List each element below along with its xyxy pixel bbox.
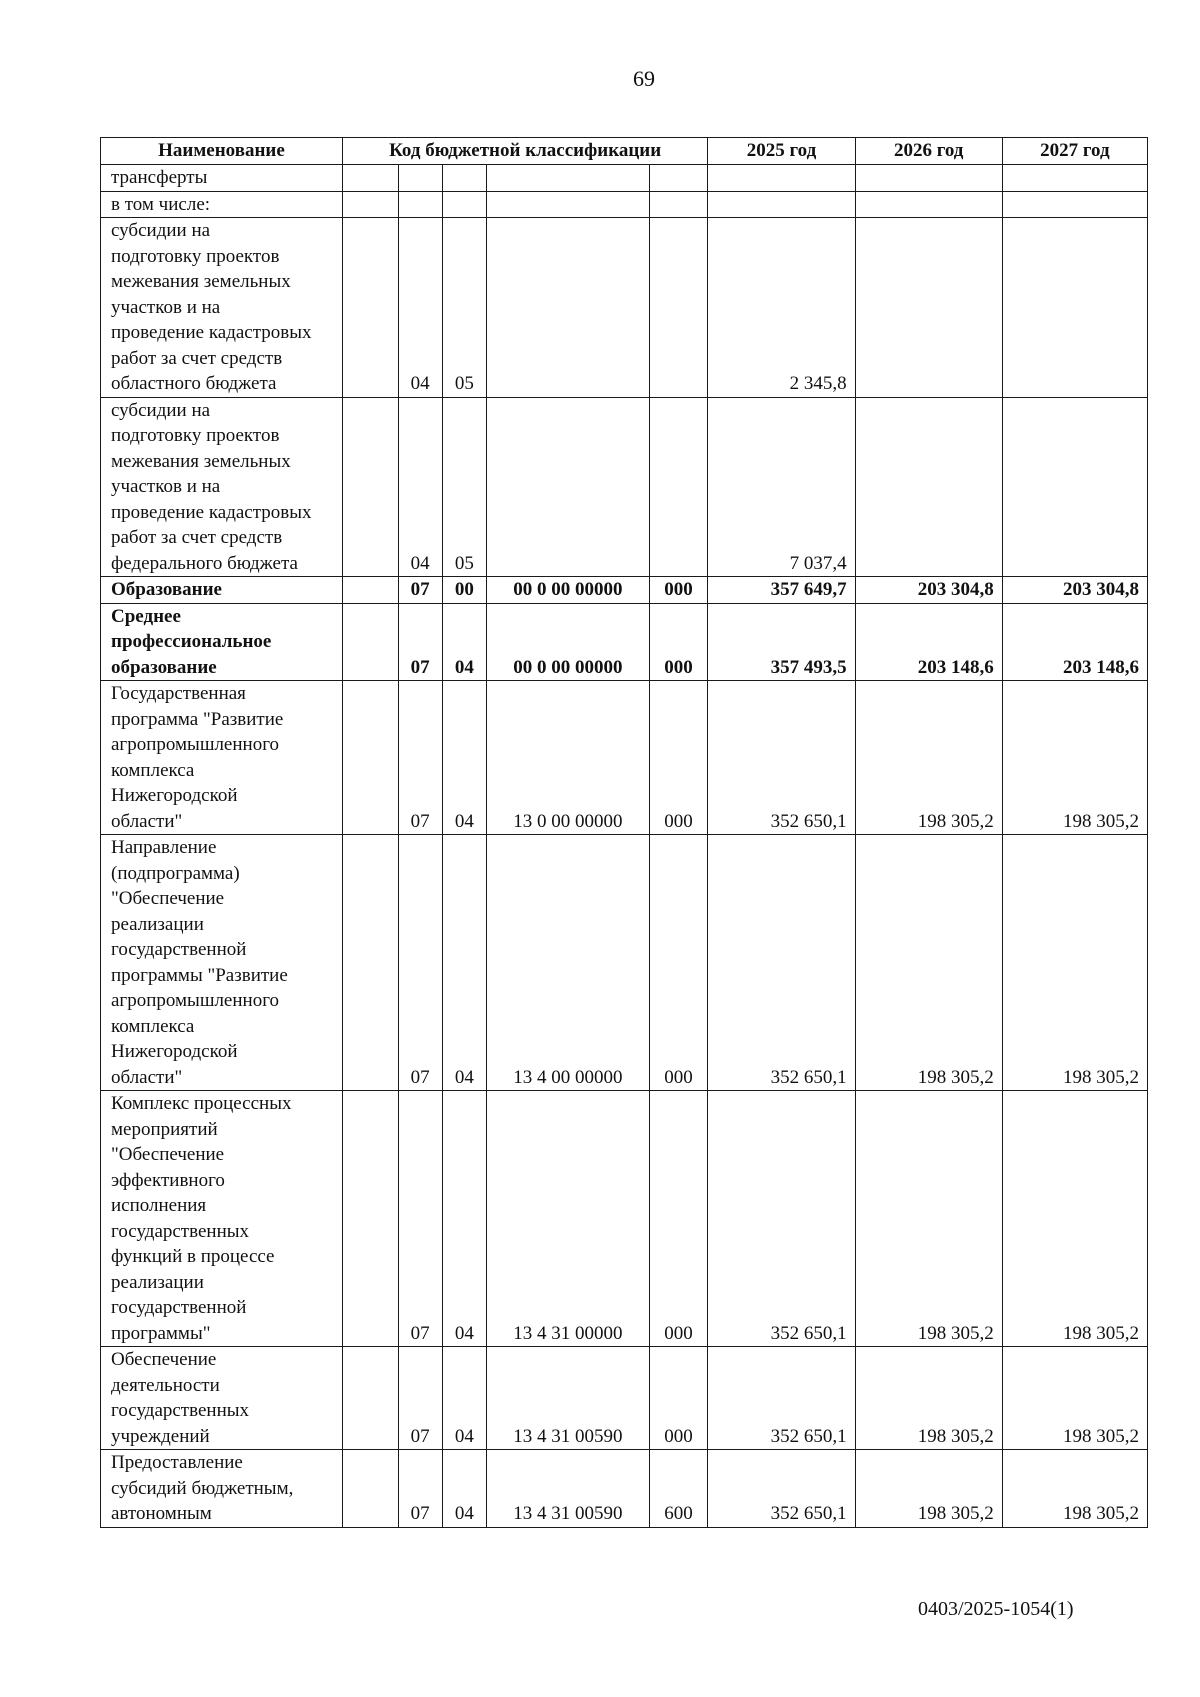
cell-2027	[1002, 191, 1147, 218]
cell-expense-type: 600	[649, 1450, 708, 1528]
cell-name	[101, 577, 343, 604]
header-row	[101, 138, 1148, 165]
cell-target-article	[487, 397, 650, 577]
cell-section: 07	[398, 681, 442, 835]
cell-section: 07	[398, 1347, 442, 1450]
cell-expense-type	[649, 191, 708, 218]
cell-2026: 198 305,2	[855, 1091, 1002, 1347]
cell-code-1	[342, 191, 398, 218]
cell-2026: 203 148,6	[855, 603, 1002, 681]
cell-code-1	[342, 397, 398, 577]
cell-2026: 198 305,2	[855, 1347, 1002, 1450]
cell-section	[398, 191, 442, 218]
cell-name	[101, 218, 343, 398]
row-label: Образование	[111, 579, 222, 600]
cell-section: 07	[398, 1450, 442, 1528]
cell-name	[101, 397, 343, 577]
row-label: Предоставление субсидий бюджетным, автономным	[111, 1452, 294, 1524]
cell-2026: 203 304,8	[855, 577, 1002, 604]
header-2027: 2027 год	[1002, 138, 1147, 165]
cell-expense-type: 000	[649, 577, 708, 604]
cell-section: 04	[398, 218, 442, 398]
cell-section: 07	[398, 603, 442, 681]
cell-subsection: 04	[442, 1347, 486, 1450]
cell-2027: 198 305,2	[1002, 681, 1147, 835]
cell-2025: 7 037,4	[708, 397, 855, 577]
cell-code-1	[342, 165, 398, 192]
cell-2025: 352 650,1	[708, 1450, 855, 1528]
cell-expense-type: 000	[649, 603, 708, 681]
cell-name	[101, 1450, 343, 1528]
cell-2025: 357 649,7	[708, 577, 855, 604]
cell-name	[101, 1347, 343, 1450]
cell-2025: 352 650,1	[708, 681, 855, 835]
cell-code-1	[342, 1450, 398, 1528]
header-2025: 2025 год	[708, 138, 855, 165]
cell-2025: 352 650,1	[708, 1347, 855, 1450]
cell-code-1	[342, 1091, 398, 1347]
row-label: в том числе:	[111, 193, 211, 215]
cell-section	[398, 165, 442, 192]
cell-2026	[855, 397, 1002, 577]
cell-name	[101, 191, 343, 218]
table-row	[101, 1450, 1148, 1528]
cell-2027: 203 304,8	[1002, 577, 1147, 604]
header-name: Наименование	[101, 138, 343, 165]
cell-2025	[708, 165, 855, 192]
cell-target-article: 13 4 31 00000	[487, 1091, 650, 1347]
page-number: 69	[633, 66, 655, 91]
cell-expense-type: 000	[649, 681, 708, 835]
row-label: субсидии на подготовку проектов межевания земельных участков и на проведение кадастровых работ за счет средств областного бюджета	[111, 220, 312, 394]
cell-2027	[1002, 218, 1147, 398]
cell-target-article: 13 4 00 00000	[487, 835, 650, 1091]
table-row	[101, 835, 1148, 1091]
cell-name	[101, 1091, 343, 1347]
cell-subsection: 04	[442, 681, 486, 835]
cell-code-1	[342, 218, 398, 398]
cell-2027: 198 305,2	[1002, 1091, 1147, 1347]
cell-target-article	[487, 165, 650, 192]
cell-2025: 352 650,1	[708, 1091, 855, 1347]
cell-expense-type	[649, 165, 708, 192]
cell-subsection: 04	[442, 603, 486, 681]
cell-subsection: 05	[442, 218, 486, 398]
row-label: Государственная программа "Развитие агропромышленного комплекса Нижегородской области"	[111, 683, 284, 832]
cell-2027: 198 305,2	[1002, 1347, 1147, 1450]
cell-code-1	[342, 835, 398, 1091]
row-label: трансферты	[111, 167, 208, 188]
cell-target-article: 13 4 31 00590	[487, 1450, 650, 1528]
table-row	[101, 603, 1148, 681]
cell-target-article	[487, 218, 650, 398]
cell-target-article: 13 4 31 00590	[487, 1347, 650, 1450]
table-row	[101, 397, 1148, 577]
cell-section: 07	[398, 577, 442, 604]
row-label: Комплекс процессных мероприятий "Обеспечение эффективного исполнения государственных функций в процессе реализации государственной программы"	[111, 1093, 292, 1344]
row-label: субсидии на подготовку проектов межевания земельных участков и на проведение кадастровых работ за счет средств федерального бюджета	[111, 399, 312, 574]
cell-section: 07	[398, 1091, 442, 1347]
cell-section: 04	[398, 397, 442, 577]
cell-2026: 198 305,2	[855, 835, 1002, 1091]
table-row	[101, 1347, 1148, 1450]
row-label: Обеспечение деятельности государственных учреждений	[111, 1349, 250, 1447]
cell-target-article	[487, 191, 650, 218]
cell-section: 07	[398, 835, 442, 1091]
cell-2025: 2 345,8	[708, 218, 855, 398]
cell-name	[101, 165, 343, 192]
header-2026: 2026 год	[855, 138, 1002, 165]
cell-expense-type: 000	[649, 1091, 708, 1347]
table-row	[101, 577, 1148, 604]
budget-table	[100, 137, 1148, 1528]
cell-target-article: 00 0 00 00000	[487, 577, 650, 604]
cell-subsection: 04	[442, 835, 486, 1091]
cell-2027: 203 148,6	[1002, 603, 1147, 681]
table-row	[101, 191, 1148, 218]
table-row	[101, 218, 1148, 398]
cell-expense-type: 000	[649, 1347, 708, 1450]
row-label: Среднее профессиональное образование	[111, 605, 272, 678]
table-body	[101, 165, 1148, 1528]
cell-target-article: 00 0 00 00000	[487, 603, 650, 681]
cell-subsection	[442, 165, 486, 192]
table-row	[101, 1091, 1148, 1347]
cell-target-article: 13 0 00 00000	[487, 681, 650, 835]
cell-2026: 198 305,2	[855, 1450, 1002, 1528]
cell-2027: 198 305,2	[1002, 1450, 1147, 1528]
cell-expense-type	[649, 218, 708, 398]
cell-2026	[855, 191, 1002, 218]
cell-subsection	[442, 191, 486, 218]
cell-name	[101, 835, 343, 1091]
cell-expense-type: 000	[649, 835, 708, 1091]
cell-subsection: 05	[442, 397, 486, 577]
cell-name	[101, 603, 343, 681]
cell-2025	[708, 191, 855, 218]
cell-2027: 198 305,2	[1002, 835, 1147, 1091]
cell-subsection: 04	[442, 1450, 486, 1528]
cell-code-1	[342, 681, 398, 835]
cell-expense-type	[649, 397, 708, 577]
table-row	[101, 165, 1148, 192]
cell-code-1	[342, 603, 398, 681]
cell-2027	[1002, 397, 1147, 577]
cell-name	[101, 681, 343, 835]
cell-2025: 357 493,5	[708, 603, 855, 681]
cell-code-1	[342, 1347, 398, 1450]
header-code: Код бюджетной классификации	[342, 138, 707, 165]
cell-2026	[855, 165, 1002, 192]
cell-2027	[1002, 165, 1147, 192]
table-row	[101, 681, 1148, 835]
cell-subsection: 00	[442, 577, 486, 604]
document-reference: 0403/2025-1054(1)	[918, 1598, 1074, 1620]
cell-2026: 198 305,2	[855, 681, 1002, 835]
cell-2025: 352 650,1	[708, 835, 855, 1091]
row-label: Направление (подпрограмма) "Обеспечение реализации государственной программы "Развитие агропромышленного комплекса Нижегородской области"	[111, 837, 288, 1088]
cell-subsection: 04	[442, 1091, 486, 1347]
cell-2026	[855, 218, 1002, 398]
cell-code-1	[342, 577, 398, 604]
